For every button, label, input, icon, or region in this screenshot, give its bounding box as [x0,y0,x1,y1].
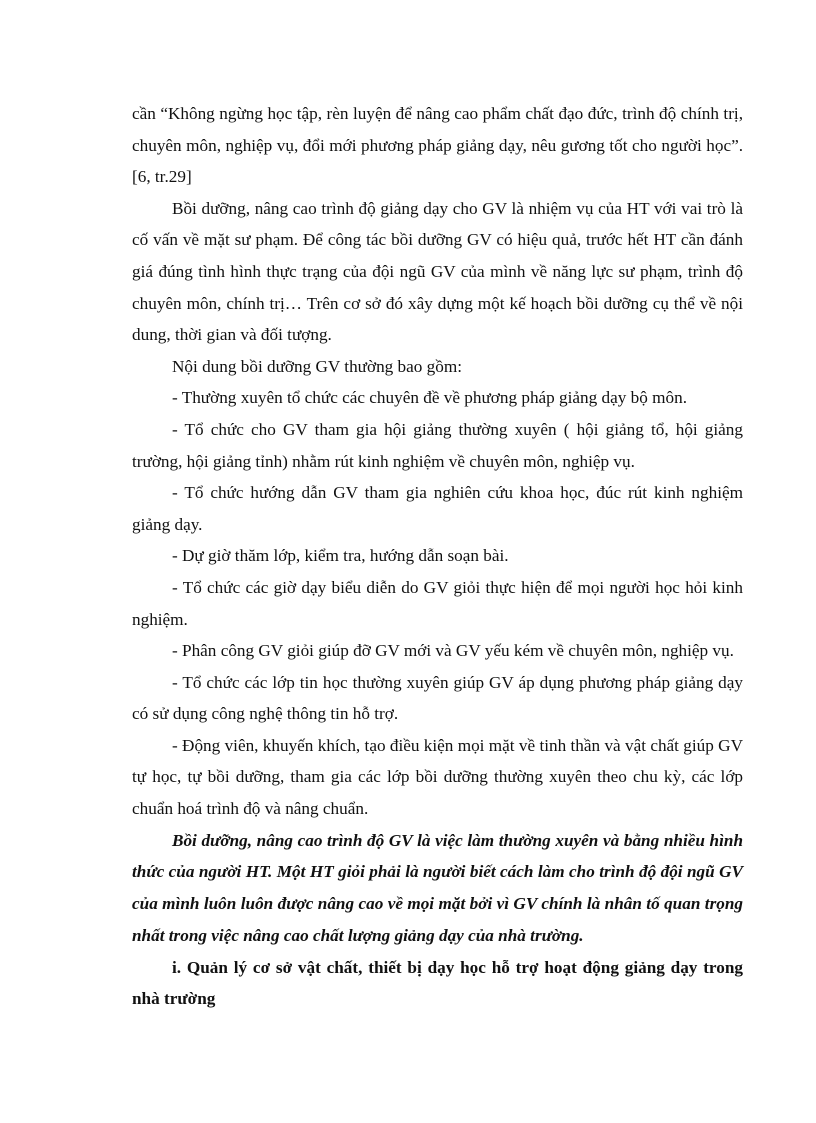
page-body-text [132,98,743,1015]
list-item-mentoring: - Phân công GV giỏi giúp đỡ GV mới và GV yếu kém về chuyên môn, nghiệp vụ. [172,641,734,661]
list-item-class-observation: - Dự giờ thăm lớp, kiểm tra, hướng dẫn soạn bài. [172,546,509,566]
list-item-encouragement: - Động viên, khuyến khích, tạo điều kiện mọi mặt về tinh thần và vật chất giúp GV tự học, tự bồi dưỡng, tham gia các lớp bồi dưỡng thường xuyên theo chu kỳ, các lớp chuẩn hoá trình độ và nâng chuẩn. [132,735,743,819]
section-heading: i. Quản lý cơ sở vật chất, thiết bị dạy học hỗ trợ hoạt động giảng dạy trong nhà trường [132,957,743,1009]
list-item-demo-lessons: - Tổ chức các giờ dạy biểu diễn do GV giỏi thực hiện để mọi người học hỏi kinh nghiệm. [132,577,743,629]
paragraph-content-intro: Nội dung bồi dưỡng GV thường bao gồm: [172,356,463,376]
list-item-research: - Tổ chức hướng dẫn GV tham gia nghiên cứu khoa học, đúc rút kinh nghiệm giảng dạy. [132,483,743,534]
list-item-topics: - Thường xuyên tổ chức các chuyên đề về phương pháp giảng dạy bộ môn. [172,388,687,408]
paragraph-emphasis: Bồi dưỡng, nâng cao trình độ GV là việc làm thường xuyên và bằng nhiều hình thức của người HT. Một HT giỏi phải là người biết cách làm cho trình độ đội ngũ GV của mình luôn luôn được nâng cao về mọi mặt bởi vì GV chính là nhân tố quan trọng nhất trong việc nâng cao chất lượng giảng dạy của nhà trường. [132,830,743,946]
list-item-teaching-contests: - Tổ chức cho GV tham gia hội giảng thường xuyên ( hội giảng tổ, hội giảng trường, hội giảng tỉnh) nhằm rút kinh nghiệm về chuyên môn, nghiệp vụ. [132,419,743,471]
paragraph-training-role: Bồi dưỡng, nâng cao trình độ giảng dạy cho GV là nhiệm vụ của HT với vai trò là cố vấn về mặt sư phạm. Để công tác bồi dưỡng GV có hiệu quả, trước hết HT cần đánh giá đúng tình hình thực trạng của đội ngũ GV của mình về năng lực sư phạm, trình độ chuyên môn, chính trị… Trên cơ sở đó xây dựng một kế hoạch bồi dưỡng cụ thể về nội dung, thời gian và đối tượng. [132,198,743,345]
paragraph-quote-continuation: cần “Không ngừng học tập, rèn luyện để nâng cao phẩm chất đạo đức, trình độ chính trị, chuyên môn, nghiệp vụ, đổi mới phương pháp giảng dạy, nêu gương tốt cho người học”. [6, tr.29] [132,104,743,187]
list-item-it-classes: - Tổ chức các lớp tin học thường xuyên giúp GV áp dụng phương pháp giảng dạy có sử dụng công nghệ thông tin hỗ trợ. [132,672,743,724]
